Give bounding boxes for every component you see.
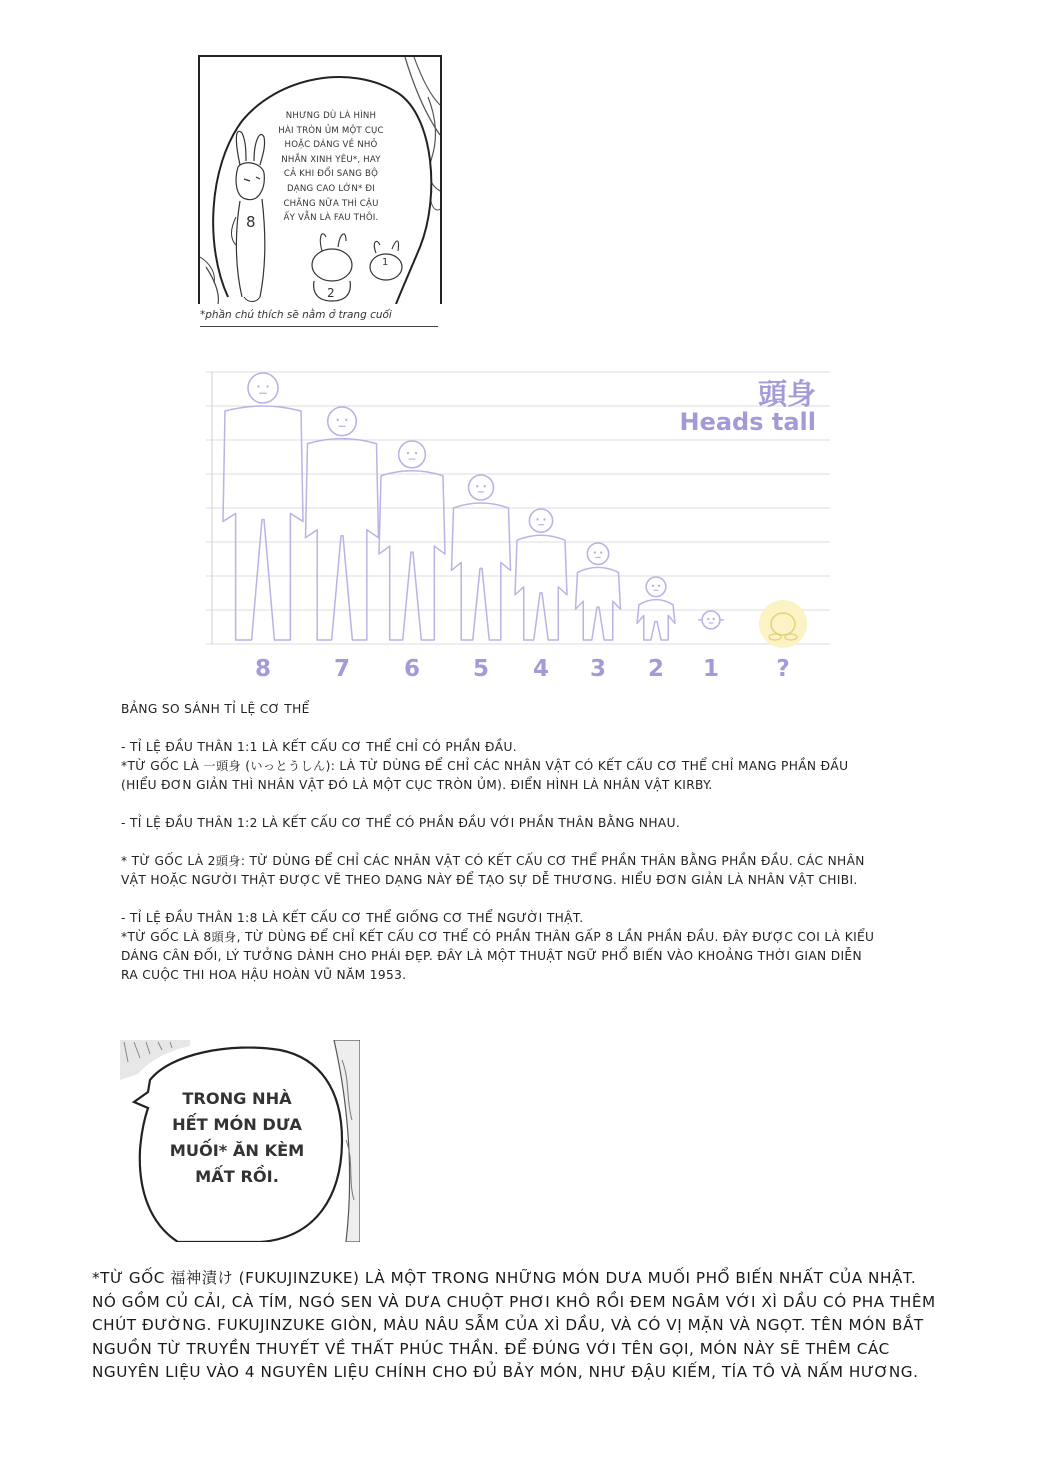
figure-body — [379, 471, 445, 640]
figure-eye — [536, 518, 538, 520]
figure-eye — [707, 618, 709, 620]
panel-caption: *phần chú thích sẽ nằm ở trang cuối — [200, 309, 392, 321]
note-1-8-ratio: - TỈ LỆ ĐẦU THÂN 1:8 LÀ KẾT CẤU CƠ THỂ GIỐNG CƠ THỂ NGƯỜI THẬT. — [121, 911, 584, 925]
figure-eye — [484, 485, 486, 487]
chart-title-english: Heads tall — [679, 408, 816, 436]
note-1-1-origin: *TỪ GỐC LÀ 一頭身 (いっとうしん): LÀ TỪ DÙNG ĐỂ CHỈ CÁC NHÂN VẬT CÓ KẾT CẤU CƠ THỂ CHỈ MANG PHẦN ĐẦU (HIỂU ĐƠN GIẢN THÌ NHÂN VẬT ĐÓ LÀ MỘT CỤC TRÒN ỦM). ĐIỂN HÌNH LÀ NHÂN VẬT KIRBY. — [121, 759, 849, 792]
figure-eye — [476, 485, 478, 487]
figure-body — [515, 535, 567, 640]
figure-head — [399, 441, 426, 468]
figure-eye — [345, 419, 347, 421]
figure-body — [637, 600, 675, 640]
heads-tall-chart — [206, 368, 830, 688]
caption-divider — [200, 326, 438, 327]
sketch-number-1: 1 — [382, 257, 389, 268]
figure-head — [646, 577, 666, 597]
heads-label: 1 — [702, 656, 720, 682]
figure-head — [469, 475, 494, 500]
heads-label: 2 — [647, 656, 665, 682]
figure-head — [702, 611, 720, 629]
comic-panel-top — [198, 55, 442, 304]
figure-eye — [712, 618, 714, 620]
figure-head — [587, 543, 608, 564]
heads-label: 4 — [532, 656, 550, 682]
figure-head — [529, 509, 552, 532]
comic-panel-bottom — [120, 1040, 360, 1242]
figure-eye — [600, 551, 602, 553]
notes-block — [121, 700, 881, 985]
figure-eye — [658, 585, 660, 587]
figure-body — [223, 406, 303, 640]
speech-bubble-text-2: TRONG NHÀ HẾT MÓN DƯA MUỐI* ĂN KÈM MẤT RỒI. — [169, 1089, 305, 1186]
heads-label: ? — [776, 656, 790, 682]
heads-label: 7 — [333, 656, 351, 682]
note-1-2-origin: * TỪ GỐC LÀ 2頭身: TỪ DÙNG ĐỂ CHỈ CÁC NHÂN VẬT CÓ KẾT CẤU CƠ THỂ PHẦN THÂN BẰNG PHẦN ĐẦU. CÁC NHÂN VẬT HOẶC NGƯỜI THẬT ĐƯỢC VẼ THEO DẠNG NÀY ĐỂ TẠO SỰ DỄ THƯƠNG. HIỂU ĐƠN GIẢN LÀ NHÂN VẬT CHIBI. — [121, 854, 865, 887]
speech-bubble-text: NHƯNG DÙ LÀ HÌNH HÀI TRÒN ỦM MỘT CỤC HOẶC DÁNG VẺ NHỎ NHẮN XINH YÊU*, HAY CẢ KHI ĐỔI SANG BỘ DẠNG CAO LỚN* ĐI CHĂNG NỮA THÌ CẬU ẤY VẪN LÀ FAU THÔI. — [278, 111, 384, 224]
figure-head — [248, 373, 278, 403]
sketch-number-8: 8 — [246, 213, 256, 231]
heads-label: 6 — [403, 656, 421, 682]
figure-body — [452, 503, 511, 640]
figure-eye — [337, 419, 339, 421]
figure-eye — [407, 452, 409, 454]
figure-eye — [266, 385, 268, 387]
chart-title-kanji: 頭身 — [757, 377, 816, 411]
figure-eye — [594, 551, 596, 553]
heads-label: 5 — [472, 656, 490, 682]
figure-eye — [257, 385, 259, 387]
heads-label: 3 — [589, 656, 607, 682]
notes-heading: BẢNG SO SÁNH TỈ LỆ CƠ THỂ — [121, 702, 310, 716]
mystery-figure-highlight — [759, 600, 807, 648]
sketch-number-2: 2 — [327, 286, 335, 300]
figure-eye — [652, 585, 654, 587]
figure-eye — [415, 452, 417, 454]
fukujinzuke-footnote: *TỪ GỐC 福神漬け (FUKUJINZUKE) LÀ MỘT TRONG NHỮNG MÓN DƯA MUỐI PHỔ BIẾN NHẤT CỦA NHẬT. NÓ GỒM CỦ CẢI, CÀ TÍM, NGÓ SEN VÀ DƯA CHUỘT PHƠI KHÔ RỒI ĐEM NGÂM VỚI XÌ DẦU CÓ PHA THÊM CHÚT ĐƯỜNG. FUKUJINZUKE GIÒN, MÀU NÂU SẪM CỦA XÌ DẦU, VÀ CÓ VỊ MẶN VÀ NGỌT. TÊN MÓN BẮT NGUỒN TỪ TRUYỀN THUYẾT VỀ THẤT PHÚC THẦN. ĐỂ ĐÚNG VỚI TÊN GỌI, MÓN NÀY SẼ THÊM CÁC NGUYÊN LIỆU VÀO 4 NGUYÊN LIỆU CHÍNH CHO ĐỦ BẢY MÓN, NHƯ ĐẬU KIẾM, TÍA TÔ VÀ NẤM HƯƠNG. — [92, 1269, 936, 1381]
note-1-2-ratio: - TỈ LỆ ĐẦU THÂN 1:2 LÀ KẾT CẤU CƠ THỂ CÓ PHẦN ĐẦU VỚI PHẦN THÂN BẰNG NHAU. — [121, 816, 681, 830]
heads-label: 8 — [254, 656, 272, 682]
note-1-1-ratio: - TỈ LỆ ĐẦU THÂN 1:1 LÀ KẾT CẤU CƠ THỂ CHỈ CÓ PHẦN ĐẦU. — [121, 740, 517, 754]
figure-head — [328, 407, 357, 436]
figure-body — [576, 567, 621, 640]
figure-eye — [543, 518, 545, 520]
note-1-8-origin: *TỪ GỐC LÀ 8頭身, TỪ DÙNG ĐỂ CHỈ KẾT CẤU CƠ THỂ CÓ PHẦN THÂN GẤP 8 LẦN PHẦN ĐẦU. ĐÂY ĐƯỢC COI LÀ KIỂU DÁNG CÂN ĐỐI, LÝ TƯỞNG DÀNH CHO PHÁI ĐẸP. ĐÂY LÀ MỘT THUẬT NGỮ PHỔ BIẾN VÀO KHOẢNG THỜI GIAN DIỄN RA CUỘC THI HOA HẬU HOÀN VŨ NĂM 1953. — [121, 930, 875, 982]
